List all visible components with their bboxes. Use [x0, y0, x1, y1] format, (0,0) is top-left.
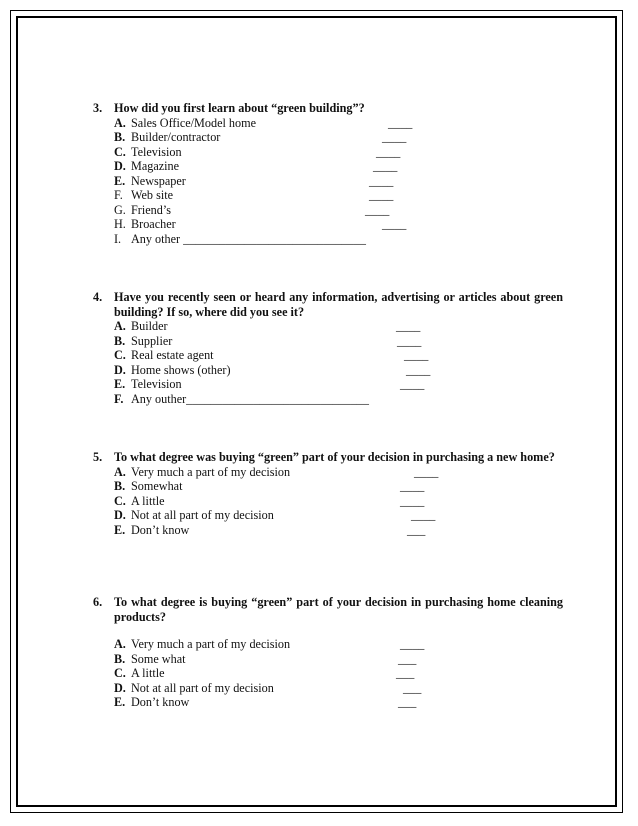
option-letter: B.	[114, 130, 126, 144]
option-label: A little	[131, 666, 165, 680]
option-d[interactable]	[93, 681, 563, 696]
option-b[interactable]	[93, 652, 563, 667]
option-c[interactable]	[93, 348, 563, 363]
option-c[interactable]	[93, 145, 563, 160]
option-label: Don’t know	[131, 695, 190, 709]
option-letter: E.	[114, 695, 126, 709]
question-label: How did you first learn about “green building”?	[114, 101, 365, 115]
option-letter: E.	[114, 522, 126, 537]
answer-blank[interactable]: ____	[400, 493, 425, 508]
option-letter: B.	[114, 479, 126, 493]
option-label: Very much a part of my decision	[131, 464, 291, 479]
option-letter: A.	[114, 464, 126, 479]
option-i[interactable]	[93, 232, 563, 247]
option-list	[93, 637, 563, 710]
option-a[interactable]	[93, 465, 563, 480]
option-label: Television	[131, 144, 182, 159]
question-label: To what degree is buying “green” part of your decision in purchasing home cleaning products?	[114, 595, 563, 624]
option-label: Friend’s	[131, 202, 171, 217]
option-letter: A.	[114, 319, 126, 333]
option-f[interactable]	[93, 188, 563, 203]
option-d[interactable]	[93, 508, 563, 523]
option-letter: C.	[114, 144, 126, 159]
option-a[interactable]	[93, 637, 563, 652]
option-label: Don’t know	[131, 522, 190, 537]
answer-blank[interactable]: ____	[404, 348, 429, 362]
answer-blank[interactable]: ____	[406, 362, 431, 377]
option-c[interactable]	[93, 666, 563, 681]
option-letter: B.	[114, 651, 126, 666]
option-label: Builder	[131, 319, 168, 333]
answer-blank[interactable]: ___	[398, 695, 417, 709]
answer-blank[interactable]: ___	[403, 680, 422, 695]
answer-blank[interactable]: ____	[373, 159, 398, 173]
option-label: Real estate agent	[131, 348, 214, 362]
option-label: Television	[131, 377, 182, 391]
option-b[interactable]	[93, 334, 563, 349]
question-number: 3.	[93, 101, 103, 115]
option-label: Not at all part of my decision	[131, 508, 274, 522]
option-list	[93, 465, 563, 538]
question-number: 6.	[93, 595, 103, 609]
option-label: Not at all part of my decision	[131, 680, 274, 695]
option-d[interactable]	[93, 363, 563, 378]
option-letter: H.	[114, 217, 126, 231]
question-label: To what degree was buying “green” part of your decision in purchasing a new home?	[114, 450, 555, 464]
option-letter: F.	[114, 188, 123, 202]
question-text	[93, 595, 563, 624]
option-e[interactable]	[93, 523, 563, 538]
option-letter: C.	[114, 493, 126, 508]
answer-blank[interactable]: ____	[397, 333, 422, 348]
answer-blank[interactable]: ____	[365, 202, 390, 217]
option-letter: E.	[114, 377, 126, 391]
answer-blank[interactable]: ____	[414, 464, 439, 479]
option-h[interactable]	[93, 217, 563, 232]
option-c[interactable]	[93, 494, 563, 509]
answer-blank[interactable]: ___	[407, 522, 426, 537]
option-letter: C.	[114, 666, 126, 680]
question-number: 5.	[93, 450, 103, 464]
option-label: Web site	[131, 188, 174, 202]
option-g[interactable]	[93, 203, 563, 218]
answer-blank[interactable]: ____	[396, 319, 421, 333]
option-list	[93, 116, 563, 247]
spacer	[93, 624, 563, 637]
answer-blank[interactable]: ____	[411, 508, 436, 522]
question-3	[93, 101, 563, 246]
option-letter: I.	[114, 231, 122, 246]
option-letter: D.	[114, 508, 126, 522]
question-label: Have you recently seen or heard any information, advertising or articles about green building? If so, where did you see it?	[114, 290, 563, 319]
option-list	[93, 319, 563, 406]
option-label: Magazine	[131, 159, 180, 173]
option-label: Very much a part of my decision	[131, 637, 291, 651]
answer-blank[interactable]: ___	[396, 666, 415, 680]
option-b[interactable]	[93, 130, 563, 145]
option-letter: A.	[114, 115, 126, 130]
question-text	[93, 450, 563, 465]
option-e[interactable]	[93, 174, 563, 189]
option-letter: G.	[114, 202, 126, 217]
option-label[interactable]: Any other ______________________________	[131, 231, 366, 246]
option-label: Somewhat	[131, 479, 183, 493]
option-b[interactable]	[93, 479, 563, 494]
answer-blank[interactable]: ____	[382, 130, 407, 144]
option-label: Newspaper	[131, 173, 186, 188]
option-letter: E.	[114, 173, 126, 188]
option-label: Builder/contractor	[131, 130, 221, 144]
question-6	[93, 595, 563, 710]
option-label: Some what	[131, 651, 186, 666]
option-letter: B.	[114, 333, 126, 348]
option-letter: D.	[114, 680, 126, 695]
question-number: 4.	[93, 290, 103, 304]
option-label: Supplier	[131, 333, 173, 348]
option-label: Broacher	[131, 217, 176, 231]
answer-blank[interactable]: ____	[400, 377, 425, 391]
answer-blank[interactable]: ___	[398, 651, 417, 666]
question-text	[93, 290, 563, 319]
question-4	[93, 290, 563, 406]
answer-blank[interactable]: ____	[369, 173, 394, 188]
question-text	[93, 101, 563, 116]
option-letter: F.	[114, 391, 124, 406]
option-letter: C.	[114, 348, 126, 362]
answer-blank[interactable]: ____	[382, 217, 407, 231]
answer-blank[interactable]: ____	[376, 144, 401, 159]
option-e[interactable]	[93, 377, 563, 392]
answer-blank[interactable]: ____	[388, 115, 413, 130]
answer-blank[interactable]: ____	[400, 479, 425, 493]
option-label[interactable]: Any outher______________________________	[131, 391, 369, 406]
option-letter: D.	[114, 159, 126, 173]
option-letter: D.	[114, 362, 126, 377]
option-d[interactable]	[93, 159, 563, 174]
answer-blank[interactable]: ____	[400, 637, 425, 651]
option-letter: A.	[114, 637, 126, 651]
option-e[interactable]	[93, 695, 563, 710]
option-label: A little	[131, 493, 165, 508]
option-a[interactable]	[93, 319, 563, 334]
answer-blank[interactable]: ____	[369, 188, 394, 202]
option-a[interactable]	[93, 116, 563, 131]
question-5	[93, 450, 563, 537]
option-label: Home shows (other)	[131, 362, 231, 377]
option-f[interactable]	[93, 392, 563, 407]
option-label: Sales Office/Model home	[131, 115, 257, 130]
